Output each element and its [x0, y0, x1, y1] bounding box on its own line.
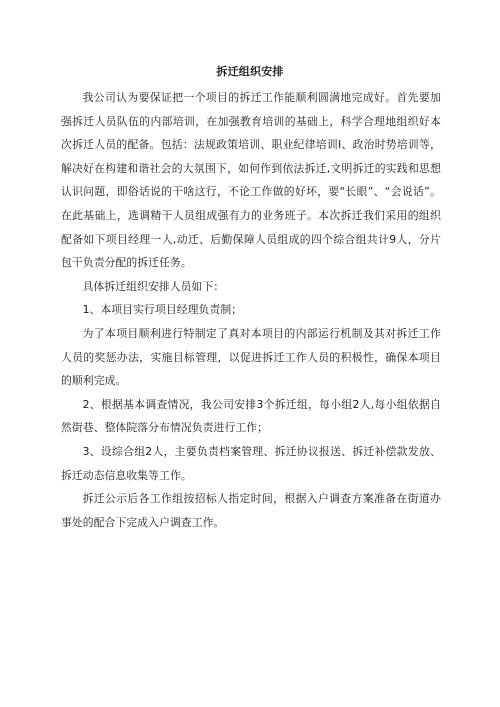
- paragraph-item-1: 1、本项目实行项目经理负责制；: [82, 303, 243, 317]
- paragraph-intro: 我公司认为要保证把一个项目的拆迁工作能顺利圆满地完成好。首先要加强拆迁人员队伍的内部培训，在加强教育培训的基础上，科学合理地组织好本次拆迁人员的配备。包括：法规政策培训、职业纪律培训I、政治时势培训等，解决好在构建和谐社会的大氛围下，如何作到依法拆迁,文明拆迁的实践和思想认识问题，即俗话说的干啥这行，不论工作做的好坏，要“长眼”、“会说话”。在此基础上，选调精干人员组成强有力的业务班子。本次拆迁我们采用的组织配备如下项目经理一人,动迁、后勤保障人员组成的四个综合组共计9人，分片包干负责分配的拆迁任务。: [61, 91, 441, 270]
- paragraph-arrangement-heading: 具体拆迁组织安排人员如下：: [82, 279, 225, 293]
- paragraph-mechanism: 为了本项目顺利进行特制定了真对本项目的内部运行机制及其对拆迁工作人员的奖惩办法，实施目标管理，以促进拆迁工作人员的积极性，确保本项目的顺利完成。: [61, 326, 441, 388]
- paragraph-survey: 拆迁公示后各工作组按招标人指定时间，根据入户调查方案准备在街道办事处的配合下完成入户调查工作。: [61, 492, 441, 529]
- document-body: [61, 86, 441, 534]
- paragraph-item-3: 3、设综合组2人，主要负责档案管理、拆迁协议报送、拆迁补偿款发放、拆迁动态信息收集等工作。: [61, 444, 441, 482]
- document-title: 拆迁组织安排: [216, 65, 284, 78]
- paragraph-item-2: 2、根据基本调查情况，我公司安排3个拆迁组，每小组2人,每小组依据自然街巷、整体院落分布情况负责进行工作；: [61, 397, 441, 435]
